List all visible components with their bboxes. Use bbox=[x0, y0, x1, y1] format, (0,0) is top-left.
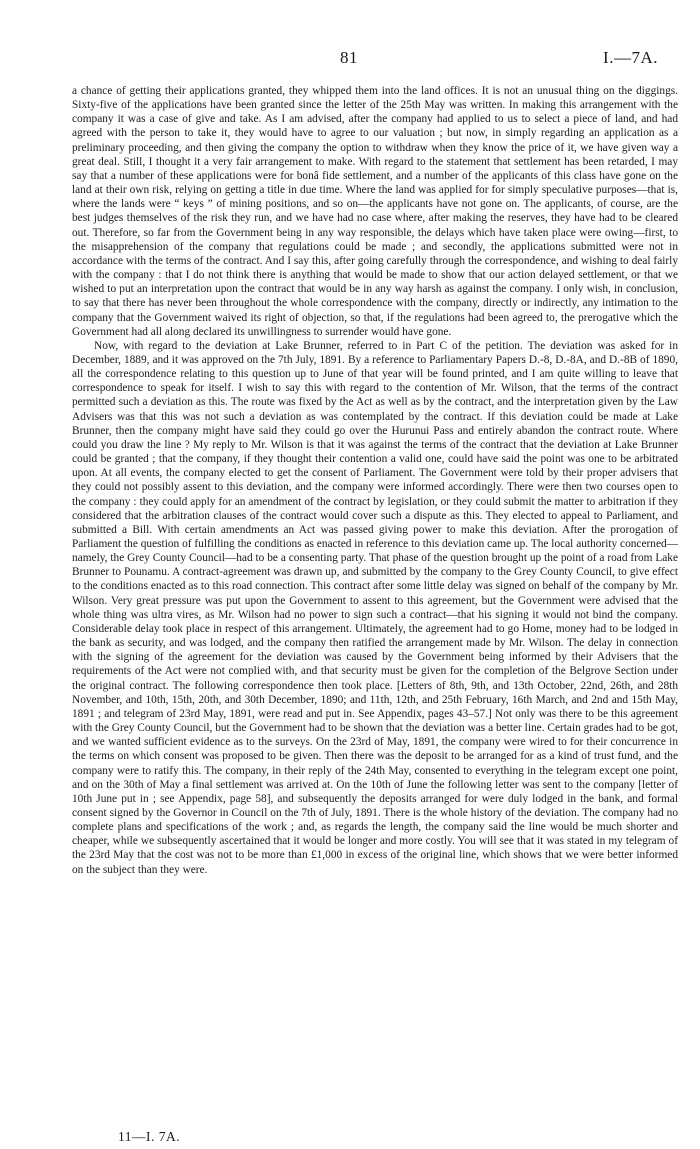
document-id: I.—7A. bbox=[603, 48, 658, 67]
page-number: 81 bbox=[340, 48, 358, 67]
paragraph: a chance of getting their applications granted, they whipped them into the land offices. It is not an unusual thing on the diggings. Sixty-five of the applications have been granted since the letter of the 25th May was written. In making this arrangement with the company it was a case of give and take. As I am advised, after the company had applied to us to select a piece of land, and had agreed with the person to take it, they would have to agree to our valuation ; but now, in simply regarding an application as a preliminary proceeding, and then giving the company the option to withdraw when they know the price of it, we have given way a great deal. Still, I thought it a very fair arrangement to make. With regard to the statement that settlement has been retarded, I may say that a number of these applications were for bonâ fide settlement, and a number of the applicants of this class have gone on the land at their own risk, relying on getting a title in due time. Where the land was applied for for simply speculative purposes—that is, where the lands were “ keys ” of mining positions, and so on—the applicants have not gone on. The applicants, of course, are the best judges themselves of the risk they run, and we have had no case where, after making the reserves, they have had to be cleared out. Therefore, so far from the Government being in any way responsible, the delays which have taken place were owing—first, to the misapprehension of the company that regulations could be made ; and secondly, the applications submitted were not in accordance with the terms of the contract. And I say this, after going carefully through the correspondence, and wishing to deal fairly with the company : that I do not think there is anything that would be made to show that our action delayed settlement, or that we wished to put an interpretation upon the contract that would be in any way harsh as against the company. I only wish, in conclusion, to say that there has never been throughout the whole correspondence with the company, directly or indirectly, any intimation to the company that the Government waived its right of objection, so that, if the regulations had been agreed to, the prerogative which the Government had all along declared its unwillingness to surrender would have gone. bbox=[72, 85, 678, 338]
body-text bbox=[72, 84, 678, 877]
page-header bbox=[0, 48, 700, 72]
signature-mark: 11—I. 7A. bbox=[118, 1129, 181, 1144]
paragraph: Now, with regard to the deviation at Lake Brunner, referred to in Part C of the petition. The deviation was asked for in December, 1889, and it was approved on the 7th July, 1891. By a reference to Parliamentary Papers D.-8, D.-8A, and D.-8B of 1890, all the correspondence relating to this question up to June of that year will be found printed, and I am quite willing to leave that correspondence to speak for itself. I wish to say this with regard to the contention of Mr. Wilson, that the terms of the contract permitted such a deviation as this. The route was fixed by the Act as well as by the contract, and the interpretation given by the Law Advisers was that this was not such a deviation as was contemplated by the contract. If this deviation could be made at Lake Brunner, then the company might have said they could go over the Hurunui Pass and entirely abandon the contract route. Where could you draw the line ? My reply to Mr. Wilson is that it was against the terms of the contract that the deviation at Lake Brunner could be granted ; that the company, if they thought their contention a valid one, could have said the point was one to be arbitrated upon. At all events, the company elected to get the consent of Parliament. The Government were told by their proper advisers that they could not possibly assent to this deviation, and the company were informed accordingly. There were then two courses open to the company : they could apply for an amendment of the contract by legislation, or they could submit the matter to arbitration if they considered that the arbitration clauses of the contract would cover such a dispute as this. They elected to appeal to Parliament, and submitted a Bill. With certain amendments an Act was passed giving power to make this deviation. After the prorogation of Parliament the question of fulfilling the conditions as enacted in reference to this deviation came up. The local authority concerned—namely, the Grey County Council—had to be a consenting party. That phase of the question brought up the point of a road from Lake Brunner to Pounamu. A contract-agreement was drawn up, and submitted by the company to the Grey County Council, to give effect to the conditions enacted as to this road connection. This contract after some little delay was signed on behalf of the company by Mr. Wilson. Very great pressure was put upon the Government to assent to this agreement, but the Government were advised that the whole thing was ultra vires, as Mr. Wilson had no power to sign such a contract—that his signing it would not bind the company. Considerable delay took place in respect of this arrangement. Ultimately, the agreement had to go Home, money had to be lodged in the bank as security, and was lodged, and the company then ratified the arrangement made by Mr. Wilson. The delay in connection with the signing of the agreement for the deviation was caused by the Government being informed by their Advisers that the requirements of the Act were not complied with, and that security must be given for the completion of the Belgrove Section under the original contract. The following correspondence then took place. [Letters of 8th, 9th, and 13th October, 22nd, 26th, and 28th November, and 10th, 15th, 20th, and 30th December, 1890; and 11th, 12th, and 25th February, 16th March, and 2nd and 15th May, 1891 ; and telegram of 23rd May, 1891, were read and put in. See Appendix, pages 43–57.] Not only was there to be this agreement with the Grey County Council, but the Government had to be shown that the deviation was a better line. Certain grades had to be got, and we wanted sufficient evidence as to the surveys. On the 23rd of May, 1891, the company were wired to for their concurrence in the terms on which consent was proposed to be given. Then there was the deposit to be arranged for as a kind of trust fund, and the company were to ratify this. The company, in their reply of the 24th May, consented to everything in the telegram except one point, and on the 30th of May a final settlement was arrived at. On the 10th of June the following letter was sent to the company [letter of 10th June put in ; see Appendix, page 58], and subsequently the deposits arranged for were duly lodged in the bank, and formal consent signed by the Governor in Council on the 7th of July, 1891. There is the whole history of the deviation. The company had no complete plans and specifications of the work ; and, as regards the length, the company said the line would be much shorter and cheaper, while we subsequently ascertained that it would be longer and more costly. You will see that it was stated in my telegram of the 23rd May that the cost was not to be more than £1,000 in excess of the original line, which shows that we were better informed on the subject than they were. bbox=[72, 339, 678, 876]
